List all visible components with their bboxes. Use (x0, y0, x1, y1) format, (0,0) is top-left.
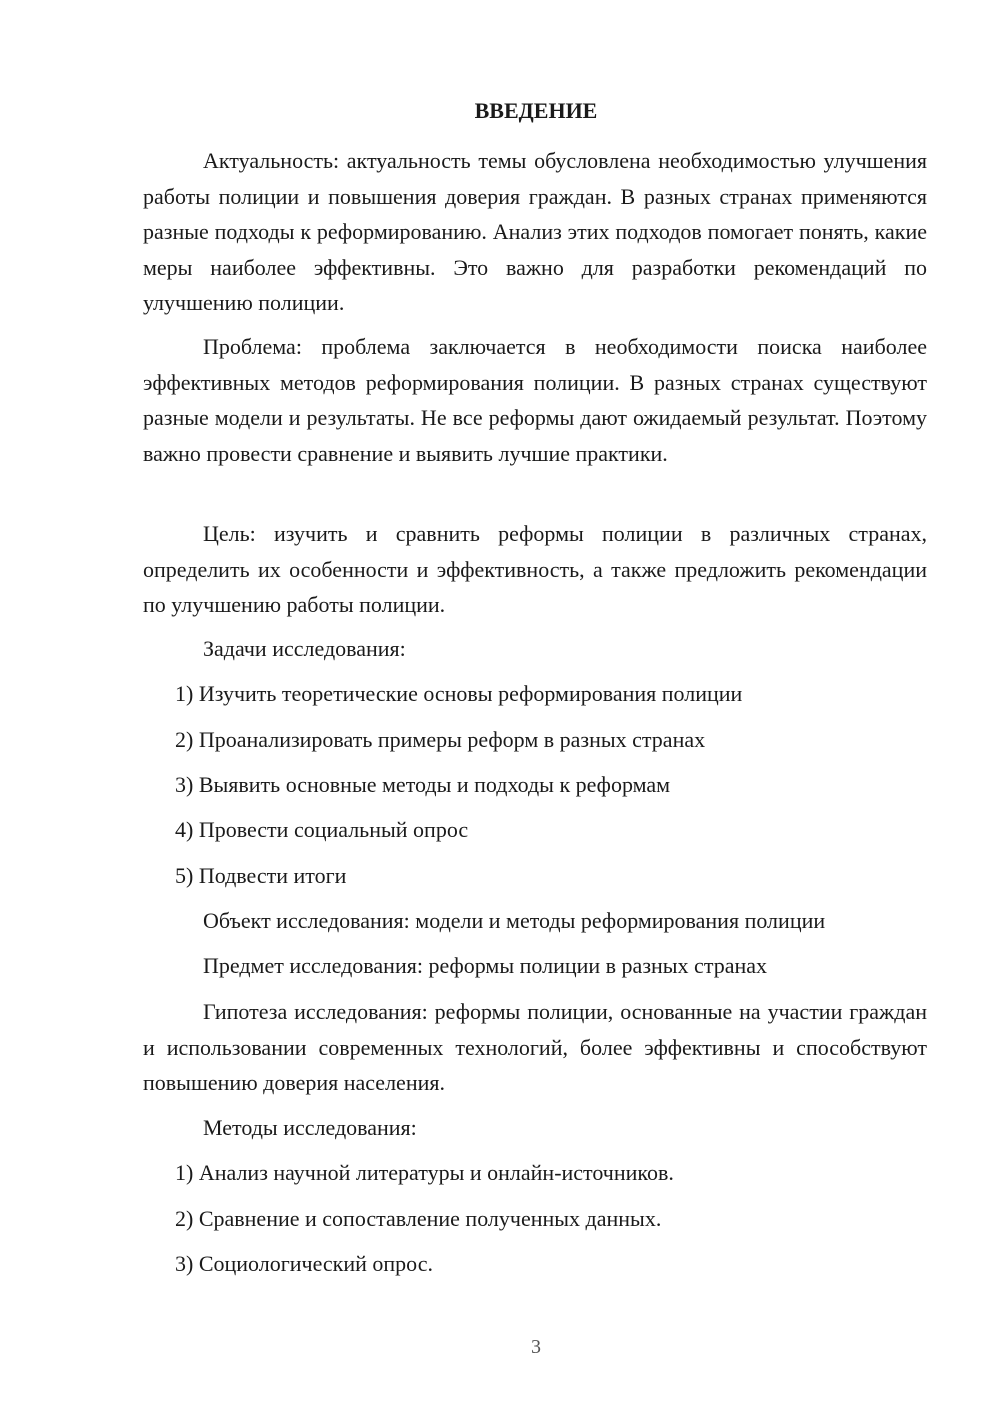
task-item: 3) Выявить основные методы и подходы к реформам (175, 772, 671, 797)
task-item: 2) Проанализировать примеры реформ в разных странах (175, 727, 706, 752)
problem-paragraph: Проблема: проблема заключается в необходимости поиска наиболее эффективных методов реформирования полиции. В разных странах существуют разные модели и результаты. Не все реформы дают ожидаемый результат. Поэтому важно провести сравнение и выявить лучшие практики. (143, 334, 927, 466)
method-item: 2) Сравнение и сопоставление полученных данных. (175, 1206, 662, 1231)
hypothesis-paragraph: Гипотеза исследования: реформы полиции, основанные на участии граждан и использовании современных технологий, более эффективны и способствуют повышению доверия населения. (143, 999, 927, 1095)
method-item: 1) Анализ научной литературы и онлайн-источников. (175, 1160, 674, 1185)
method-item: 3) Социологический опрос. (175, 1251, 433, 1276)
section-heading: ВВЕДЕНИЕ (474, 98, 598, 123)
relevance-paragraph: Актуальность: актуальность темы обусловлена необходимостью улучшения работы полиции и повышения доверия граждан. В разных странах применяются разные подходы к реформированию. Анализ этих подходов помогает понять, какие меры наиболее эффективны. Это важно для разработки рекомендаций по улучшению полиции. (143, 148, 927, 315)
tasks-title: Задачи исследования: (203, 636, 406, 661)
page-number: 3 (531, 1336, 541, 1358)
task-item: 5) Подвести итоги (175, 863, 347, 888)
research-object: Объект исследования: модели и методы реформирования полиции (203, 908, 826, 933)
goal-paragraph: Цель: изучить и сравнить реформы полиции в различных странах, определить их особенности и эффективность, а также предложить рекомендации по улучшению работы полиции. (143, 521, 927, 617)
task-item: 4) Провести социальный опрос (175, 817, 469, 842)
methods-title: Методы исследования: (203, 1115, 417, 1140)
research-subject: Предмет исследования: реформы полиции в разных странах (203, 953, 768, 978)
task-item: 1) Изучить теоретические основы реформирования полиции (175, 681, 743, 706)
